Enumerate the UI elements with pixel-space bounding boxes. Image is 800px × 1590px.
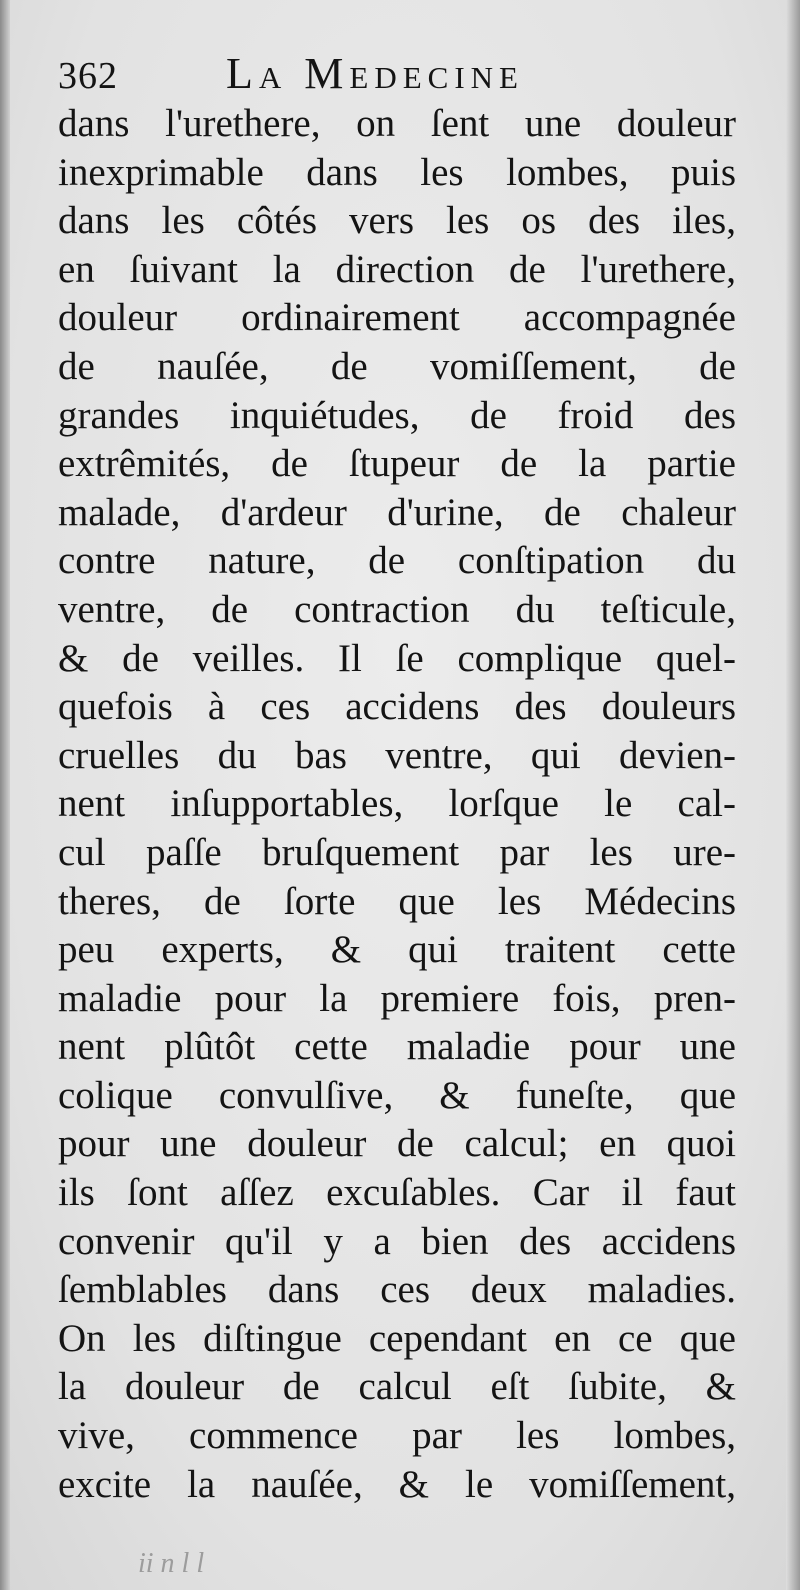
running-title: La Medecine [226,49,524,98]
text-line: grandes inquiétudes, de froid des [58,393,736,437]
page-number: 362 [58,55,118,97]
text-line: colique convulſive, & funeſte, que [58,1073,736,1117]
text-line: excite la nauſée, & le vomiſſement, [58,1462,736,1506]
body-text [58,100,736,1509]
text-line: & de veilles. Il ſe complique quel- [58,636,736,680]
text-line: de nauſée, de vomiſſement, de [58,344,736,388]
page-header [58,48,748,104]
text-line: ventre, de contraction du teſticule, [58,587,736,631]
text-line: en ſuivant la direction de l'urethere, [58,247,736,291]
text-line: inexprimable dans les lombes, puis [58,150,736,194]
page-edge-right [786,0,800,1590]
text-line: convenir qu'il y a bien des accidens [58,1219,736,1263]
text-line: malade, d'ardeur d'urine, de chaleur [58,490,736,534]
text-line: dans les côtés vers les os des iles, [58,199,736,243]
text-line: quefois à ces accidens des douleurs [58,685,736,729]
text-line: vive, commence par les lombes, [58,1414,736,1458]
text-line: cul paſſe bruſquement par les ure- [58,830,736,874]
text-line: cruelles du bas ventre, qui devien- [58,733,736,777]
text-line: pour une douleur de calcul; en quoi [58,1122,736,1166]
text-line: douleur ordinairement accompagnée [58,296,736,340]
text-line: On les diſtingue cependant en ce que [58,1316,736,1360]
text-line: peu experts, & qui traitent cette [58,928,736,972]
text-line: nent plûtôt cette maladie pour une [58,1025,736,1069]
text-line: ſemblables dans ces deux maladies. [58,1268,736,1312]
bleed-through-mark: ii n l l [138,1548,205,1579]
text-line: la douleur de calcul eſt ſubite, & [58,1365,736,1409]
text-line: dans l'urethere, on ſent une douleur [58,102,736,145]
text-line: theres, de ſorte que les Médecins [58,879,736,923]
text-line: nent inſupportables, lorſque le cal- [58,782,736,826]
text-line: contre nature, de conſtipation du [58,539,736,583]
text-line: extrêmités, de ſtupeur de la partie [58,442,736,486]
text-line: maladie pour la premiere fois, pren- [58,976,736,1020]
text-line: ils ſont aſſez excuſables. Car il faut [58,1171,736,1215]
page-edge-left [0,0,10,1590]
